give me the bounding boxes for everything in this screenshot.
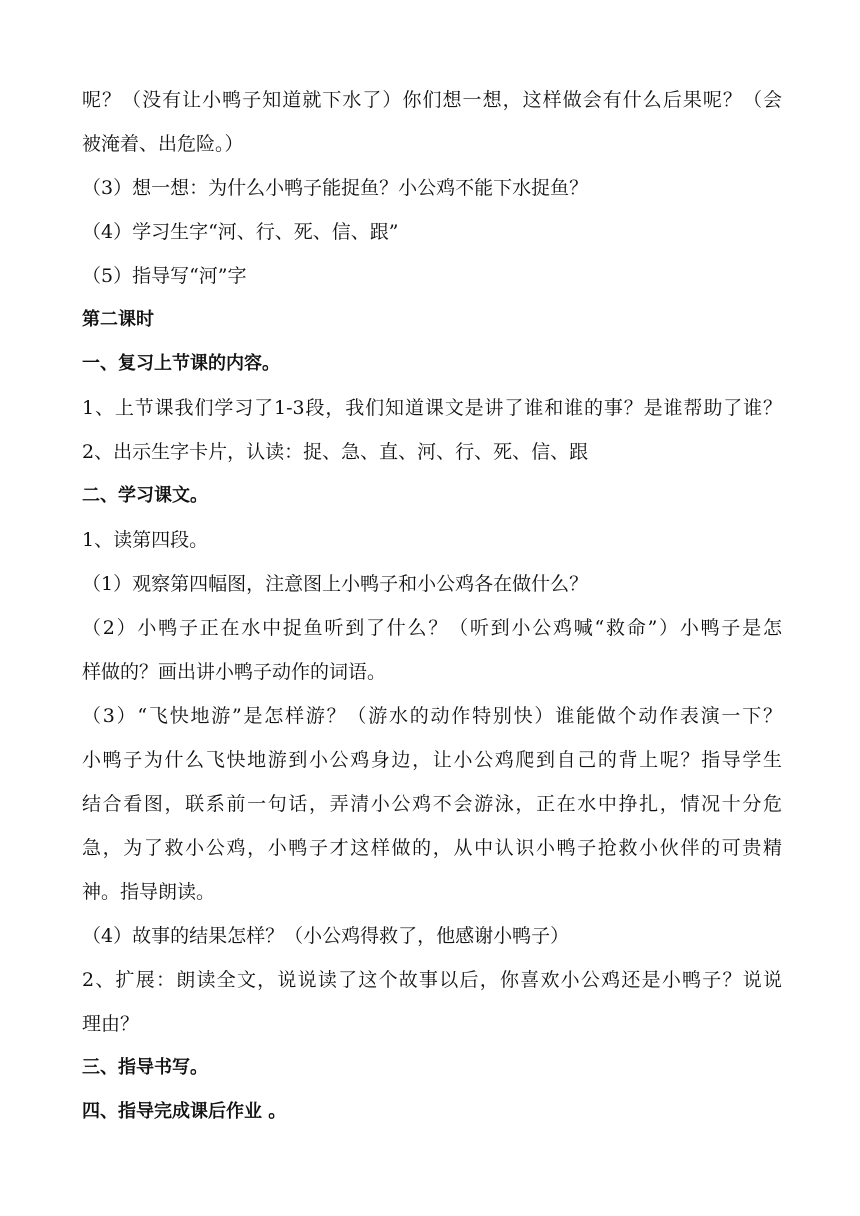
- text-line: 2、出示生字卡片，认读：捉、急、直、河、行、死、信、跟: [82, 441, 589, 463]
- text-line: 1、读第四段。: [82, 529, 209, 551]
- section-heading: 三、指导书写。: [82, 1057, 208, 1078]
- text-line: （3）“飞快地游”是怎样游？（游水的动作特别快）谁能做个动作表演一下？: [82, 705, 782, 727]
- text-line: 急，为了救小公鸡，小鸭子才这样做的，从中认识小鸭子抢救小伙伴的可贵精: [82, 837, 782, 859]
- text-line: 样做的？画出讲小鸭子动作的词语。: [82, 661, 387, 683]
- text-line: （2）小鸭子正在水中捉鱼听到了什么？（听到小公鸡喊“救命”）小鸭子是怎: [82, 617, 782, 639]
- text-line: 2、扩展：朗读全文，说说读了这个故事以后，你喜欢小公鸡还是小鸭子？说说: [82, 969, 782, 991]
- section-heading: 四、指导完成课后作业 。: [82, 1101, 287, 1122]
- text-line: 1、上节课我们学习了1-3段，我们知道课文是讲了谁和谁的事？是谁帮助了谁？: [82, 397, 782, 419]
- text-line: （4）故事的结果怎样？（小公鸡得救了，他感谢小鸭子）: [82, 925, 570, 947]
- section-heading: 第二课时: [82, 309, 154, 330]
- section-heading: 二、学习课文。: [82, 485, 208, 506]
- text-line: 神。指导朗读。: [82, 881, 216, 903]
- section-heading: 一、复习上节课的内容。: [82, 353, 280, 374]
- text-line: 小鸭子为什么飞快地游到小公鸡身边，让小公鸡爬到自己的背上呢？指导学生: [82, 749, 782, 771]
- text-line: 呢？（没有让小鸭子知道就下水了）你们想一想，这样做会有什么后果呢？（会: [82, 89, 782, 111]
- text-line: 被淹着、出危险。）: [82, 133, 244, 155]
- text-line: （3）想一想：为什么小鸭子能捉鱼？小公鸡不能下水捉鱼？: [82, 177, 589, 199]
- text-line: 理由？: [82, 1013, 140, 1035]
- document-body: [82, 78, 782, 1134]
- text-line: （1）观察第四幅图，注意图上小鸭子和小公鸡各在做什么？: [82, 573, 589, 595]
- text-line: 结合看图，联系前一句话，弄清小公鸡不会游泳，正在水中挣扎，情况十分危: [82, 793, 782, 815]
- text-line: （4）学习生字“河、行、死、信、跟”: [82, 221, 399, 243]
- text-line: （5）指导写“河”字: [82, 265, 247, 287]
